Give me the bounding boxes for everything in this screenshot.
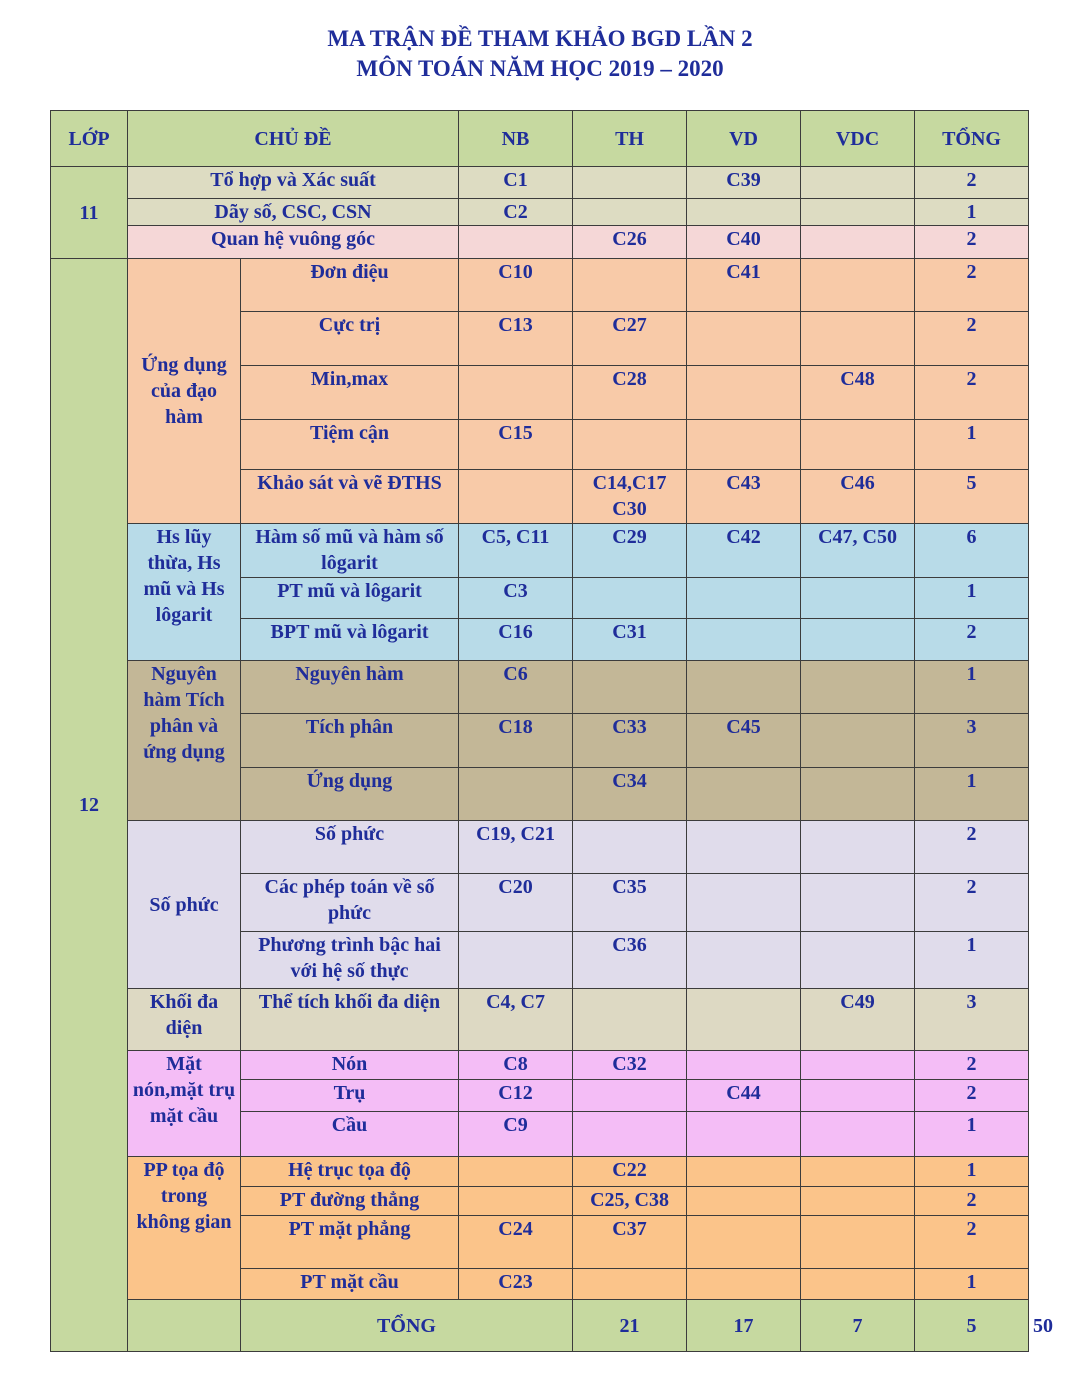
vdc-cell	[801, 1187, 915, 1216]
nb-cell: C8	[459, 1051, 573, 1080]
vdc-cell	[801, 1157, 915, 1187]
th-cell	[573, 167, 687, 199]
vdc-cell	[801, 768, 915, 821]
nb-cell: C19, C21	[459, 821, 573, 874]
vd-cell: C40	[687, 226, 801, 259]
nb-cell: C2	[459, 199, 573, 226]
th-cell: C14,C17 C30	[573, 470, 687, 524]
th-cell: C36	[573, 932, 687, 989]
vdc-cell	[801, 619, 915, 661]
vdc-cell	[801, 578, 915, 619]
tong-cell: 1	[915, 1112, 1029, 1157]
vd-cell	[687, 619, 801, 661]
topic-cell: PT mũ và lôgarit	[241, 578, 459, 619]
vd-cell	[687, 661, 801, 714]
vd-cell: C45	[687, 714, 801, 768]
th-cell: C29	[573, 524, 687, 578]
tong-cell: 2	[915, 1080, 1029, 1112]
footer-nb: 21	[573, 1300, 687, 1352]
nb-cell: C9	[459, 1112, 573, 1157]
topic-cell: Nón	[241, 1051, 459, 1080]
th-cell	[573, 989, 687, 1051]
vdc-cell	[801, 714, 915, 768]
footer-vd: 7	[801, 1300, 915, 1352]
nb-cell	[459, 1157, 573, 1187]
vd-cell	[687, 874, 801, 932]
tong-cell: 3	[915, 714, 1029, 768]
tong-cell: 2	[915, 226, 1029, 259]
footer-vdc: 5	[915, 1300, 1029, 1352]
tong-cell: 2	[915, 619, 1029, 661]
tong-cell: 2	[915, 312, 1029, 366]
vd-cell	[687, 420, 801, 470]
topic-cell: Cầu	[241, 1112, 459, 1157]
tong-cell: 1	[915, 1157, 1029, 1187]
page-title: MA TRẬN ĐỀ THAM KHẢO BGD LẦN 2	[327, 26, 753, 51]
table-row	[51, 661, 1029, 714]
topic-cell: Nguyên hàm	[241, 661, 459, 714]
topic-cell: Đơn điệu	[241, 259, 459, 312]
topic-cell: Thể tích khối đa diện	[241, 989, 459, 1051]
vdc-cell	[801, 420, 915, 470]
tong-cell: 6	[915, 524, 1029, 578]
tong-cell: 1	[915, 768, 1029, 821]
vd-cell	[687, 768, 801, 821]
th-cell: C32	[573, 1051, 687, 1080]
header-vdc: VDC	[801, 111, 915, 167]
vdc-cell	[801, 821, 915, 874]
th-cell: C25, C38	[573, 1187, 687, 1216]
th-cell: C26	[573, 226, 687, 259]
vd-cell: C43	[687, 470, 801, 524]
topic-cell: BPT mũ và lôgarit	[241, 619, 459, 661]
group-non-cell: Mặt nón,mặt trụ mặt cầu	[128, 1051, 241, 1157]
vd-cell	[687, 1269, 801, 1300]
nb-cell: C6	[459, 661, 573, 714]
topic-cell: Phương trình bậc hai với hệ số thực	[241, 932, 459, 989]
matrix-table	[50, 110, 1054, 1352]
grade-11-cell: 11	[51, 167, 128, 259]
footer-label: TỔNG	[241, 1300, 573, 1352]
footer-th: 17	[687, 1300, 801, 1352]
page-subtitle: MÔN TOÁN NĂM HỌC 2019 – 2020	[356, 56, 724, 81]
nb-cell	[459, 1187, 573, 1216]
topic-cell: Tổ hợp và Xác suất	[128, 167, 459, 199]
th-cell: C27	[573, 312, 687, 366]
nb-cell: C18	[459, 714, 573, 768]
vdc-cell: C48	[801, 366, 915, 420]
vdc-cell	[801, 199, 915, 226]
header-tong: TỔNG	[915, 111, 1029, 167]
grade-12-cell: 12	[51, 259, 128, 1352]
vd-cell	[687, 989, 801, 1051]
vd-cell	[687, 199, 801, 226]
topic-cell: Hàm số mũ và hàm số lôgarit	[241, 524, 459, 578]
tong-cell: 1	[915, 1269, 1029, 1300]
vdc-cell	[801, 167, 915, 199]
nb-cell: C16	[459, 619, 573, 661]
topic-cell: Hệ trục tọa độ	[241, 1157, 459, 1187]
th-cell: C34	[573, 768, 687, 821]
topic-cell: Khảo sát và vẽ ĐTHS	[241, 470, 459, 524]
topic-cell: PT mặt phẳng	[241, 1216, 459, 1269]
vd-cell	[687, 1187, 801, 1216]
vdc-cell	[801, 874, 915, 932]
total-row: TỔNG 21 17 7 5 50	[51, 1300, 1029, 1352]
vd-cell	[687, 1216, 801, 1269]
vd-cell: C39	[687, 167, 801, 199]
nb-cell: C1	[459, 167, 573, 199]
vdc-cell	[801, 259, 915, 312]
group-mu-cell: Hs lũy thừa, Hs mũ và Hs lôgarit	[128, 524, 241, 661]
table-row	[51, 989, 1029, 1051]
nb-cell: C3	[459, 578, 573, 619]
tong-cell: 2	[915, 821, 1029, 874]
nb-cell: C15	[459, 420, 573, 470]
vd-cell	[687, 821, 801, 874]
group-sophuc-cell: Số phức	[128, 821, 241, 989]
topic-cell: Quan hệ vuông góc	[128, 226, 459, 259]
vdc-cell	[801, 226, 915, 259]
nb-cell: C20	[459, 874, 573, 932]
table-row	[51, 199, 1029, 226]
vdc-cell	[801, 1112, 915, 1157]
topic-cell: Các phép toán về số phức	[241, 874, 459, 932]
topic-cell: Cực trị	[241, 312, 459, 366]
th-cell	[573, 821, 687, 874]
th-cell: C28	[573, 366, 687, 420]
nb-cell	[459, 768, 573, 821]
tong-cell: 1	[915, 661, 1029, 714]
group-nguyenham-cell: Nguyên hàm Tích phân và ứng dụng	[128, 661, 241, 821]
vd-cell	[687, 578, 801, 619]
vdc-cell: C47, C50	[801, 524, 915, 578]
vd-cell	[687, 1157, 801, 1187]
header-lop: LỚP	[51, 111, 128, 167]
topic-cell: Tiệm cận	[241, 420, 459, 470]
vdc-cell: C46	[801, 470, 915, 524]
vdc-cell	[801, 932, 915, 989]
tong-cell: 2	[915, 167, 1029, 199]
tong-cell: 3	[915, 989, 1029, 1051]
vd-cell	[687, 312, 801, 366]
table-row	[51, 167, 1029, 199]
th-cell: C22	[573, 1157, 687, 1187]
vdc-cell	[801, 1051, 915, 1080]
th-cell	[573, 578, 687, 619]
tong-cell: 1	[915, 420, 1029, 470]
header-nb: NB	[459, 111, 573, 167]
nb-cell: C23	[459, 1269, 573, 1300]
group-khoi-cell: Khối đa diện	[128, 989, 241, 1051]
topic-cell: Số phức	[241, 821, 459, 874]
topic-cell: Dãy số, CSC, CSN	[128, 199, 459, 226]
vd-cell	[687, 366, 801, 420]
th-cell: C35	[573, 874, 687, 932]
tong-cell: 2	[915, 1187, 1029, 1216]
vdc-cell: C49	[801, 989, 915, 1051]
group-daoham-cell: Ứng dụng của đạo hàm	[128, 259, 241, 524]
th-cell	[573, 259, 687, 312]
vdc-cell	[801, 1216, 915, 1269]
nb-cell	[459, 470, 573, 524]
nb-cell: C24	[459, 1216, 573, 1269]
tong-cell: 2	[915, 1051, 1029, 1080]
nb-cell: C13	[459, 312, 573, 366]
nb-cell: C5, C11	[459, 524, 573, 578]
th-cell: C31	[573, 619, 687, 661]
topic-cell: Min,max	[241, 366, 459, 420]
tong-cell: 1	[915, 932, 1029, 989]
vdc-cell	[801, 661, 915, 714]
th-cell: C33	[573, 714, 687, 768]
vd-cell	[687, 1051, 801, 1080]
th-cell	[573, 1112, 687, 1157]
table-row	[51, 1157, 1029, 1187]
tong-cell: 2	[915, 1216, 1029, 1269]
footer-empty-cell	[128, 1300, 241, 1352]
vd-cell	[687, 932, 801, 989]
tong-cell: 2	[915, 874, 1029, 932]
tong-cell: 2	[915, 366, 1029, 420]
vdc-cell	[801, 1269, 915, 1300]
nb-cell	[459, 932, 573, 989]
header-th: TH	[573, 111, 687, 167]
topic-cell: Tích phân	[241, 714, 459, 768]
th-cell	[573, 1269, 687, 1300]
table-row	[51, 1051, 1029, 1080]
header-row	[51, 111, 1029, 167]
th-cell	[573, 420, 687, 470]
tong-cell: 1	[915, 199, 1029, 226]
table-row	[51, 259, 1029, 312]
nb-cell: C12	[459, 1080, 573, 1112]
tong-cell: 2	[915, 259, 1029, 312]
tong-cell: 5	[915, 470, 1029, 524]
table-row	[51, 226, 1029, 259]
nb-cell	[459, 366, 573, 420]
tong-cell: 1	[915, 578, 1029, 619]
topic-cell: Trụ	[241, 1080, 459, 1112]
header-vd: VD	[687, 111, 801, 167]
th-cell	[573, 1080, 687, 1112]
th-cell	[573, 661, 687, 714]
th-cell: C37	[573, 1216, 687, 1269]
topic-cell: Ứng dụng	[241, 768, 459, 821]
table-row	[51, 821, 1029, 874]
vd-cell: C41	[687, 259, 801, 312]
nb-cell: C4, C7	[459, 989, 573, 1051]
vdc-cell	[801, 1080, 915, 1112]
vd-cell: C44	[687, 1080, 801, 1112]
table-row	[51, 524, 1029, 578]
topic-cell: PT đường thẳng	[241, 1187, 459, 1216]
nb-cell: C10	[459, 259, 573, 312]
th-cell	[573, 199, 687, 226]
topic-cell: PT mặt cầu	[241, 1269, 459, 1300]
nb-cell	[459, 226, 573, 259]
vdc-cell	[801, 312, 915, 366]
header-chu-de: CHỦ ĐỀ	[128, 111, 459, 167]
group-pp-cell: PP tọa độ trong không gian	[128, 1157, 241, 1300]
vd-cell: C42	[687, 524, 801, 578]
vd-cell	[687, 1112, 801, 1157]
